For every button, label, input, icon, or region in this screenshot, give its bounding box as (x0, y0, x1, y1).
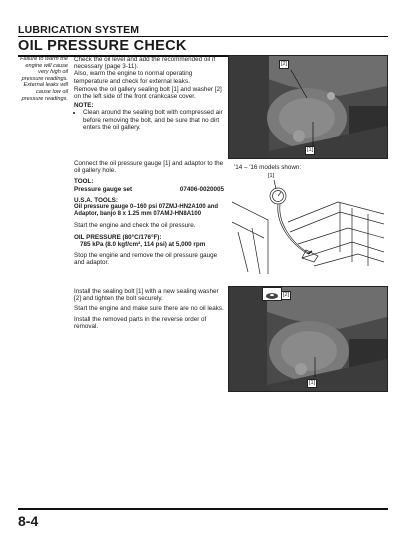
callout-washer: [2] (281, 61, 288, 67)
step-connect-gauge: Connect the oil pressure gauge [1] and adaptor to the oil gallery hole. (74, 160, 224, 175)
tool-code: 07406-0020005 (179, 185, 224, 193)
gauge-line-drawing (228, 162, 386, 276)
note-label: NOTE: (74, 102, 94, 110)
footer-rule (18, 508, 388, 510)
usa-tools-label: U.S.A. TOOLS: (74, 196, 118, 204)
step-check-oil: Check the oil level and add the recommended oil if necessary (page 3-11). (74, 56, 216, 71)
step-install-bolt: Install the sealing bolt [1] with a new sealing washer [2] and tighten the bolt securely. (74, 288, 219, 303)
tool-name: Pressure gauge set (74, 185, 133, 193)
step-block-3 (74, 288, 224, 330)
callout-sealing-bolt: [1] (307, 147, 314, 153)
figure-gauge-connection (228, 162, 386, 276)
page-number: 8-4 (18, 513, 39, 529)
note-bullet: • Clean around the sealing bolt with compressed air before removing the bolt, and be sure that no dirt enters the oil gallery. (83, 109, 224, 131)
page-title: OIL PRESSURE CHECK (18, 38, 187, 54)
step-remove-bolt: Remove the oil gallery sealing bolt [1] and washer [2] on the left side of the front crankcase cover. (74, 85, 222, 101)
step-start-engine: Start the engine and check the oil pressure. (74, 222, 196, 230)
tool-label: TOOL: (74, 178, 94, 186)
photo-sealing-bolt-location (228, 55, 388, 159)
step-block-1 (74, 56, 224, 131)
usa-tool-adaptor: Adaptor, banjo 8 x 1.25 mm 07AMJ-HN8A100 (74, 211, 202, 218)
tool-row (74, 186, 224, 193)
washer-icon (263, 289, 281, 301)
note-list (74, 109, 224, 131)
step-block-2 (74, 160, 224, 266)
side-caution-note: Failure to warm the engine will cause very high oil pressure readings. External leaks will cause low oil pressure readings. (20, 56, 68, 102)
photo-install-sealing-bolt (228, 286, 388, 392)
step-reinstall-parts: Install the removed parts in the reverse order of removal. (74, 315, 207, 330)
spec-value: 785 kPa (8.0 kgf/cm², 114 psi) at 5,000 rpm (80, 240, 206, 248)
step-warm-engine: Also, warm the engine to normal operating temperature and check for external leaks. (74, 70, 193, 85)
spec-label: OIL PRESSURE (80°C/176°F): (74, 233, 162, 241)
callout-bolt: [1] (309, 380, 316, 386)
usa-tool-gauge: Oil pressure gauge 0–160 psi 07ZMJ-HN2A100 and (74, 204, 219, 211)
figure-caption: '14 – '16 models shown: (234, 164, 302, 171)
new-part-icon (262, 287, 282, 301)
engine-photo-illustration-2 (229, 287, 387, 391)
step-check-leaks: Start the engine and make sure there are no oil leaks. (74, 305, 224, 313)
engine-photo-illustration (229, 56, 387, 158)
section-title: LUBRICATION SYSTEM (18, 24, 140, 36)
step-stop-engine: Stop the engine and remove the oil pressure gauge and adaptor. (74, 252, 218, 267)
callout-pressure-gauge: [1] (268, 173, 275, 179)
callout-new-washer: [2] (283, 292, 290, 298)
